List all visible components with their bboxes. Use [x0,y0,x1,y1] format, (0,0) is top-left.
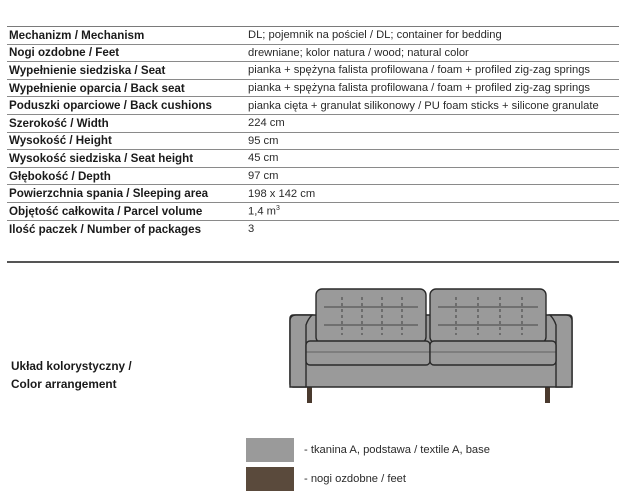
color-arrangement-label [11,357,132,393]
spec-value: DL; pojemnik na pościel / DL; container for bedding [248,29,502,42]
table-row [7,115,619,133]
spec-value: 3 [248,223,255,236]
legend-text: - nogi ozdobne / feet [304,473,407,485]
spec-table [7,26,619,238]
spec-value: 198 x 142 cm [248,187,316,200]
spec-label: Wysokość / Height [9,134,112,148]
spec-value: pianka + spężyna falista profilowana / foam + profiled zig-zag springs [248,82,591,95]
spec-value: drewniane; kolor natura / wood; natural color [248,46,469,59]
table-row [7,62,619,80]
spec-label: Poduszki oparciowe / Back cushions [9,99,212,113]
table-bottom-rule [7,261,619,263]
spec-value: 224 cm [248,117,285,130]
swatch-feet [246,467,294,491]
spec-label: Ilość paczek / Number of packages [9,222,202,236]
spec-label: Nogi ozdobne / Feet [9,46,120,60]
swatch-fabric [246,438,294,462]
legend-text: - tkanina A, podstawa / textile A, base [304,444,490,456]
spec-label: Mechanizm / Mechanism [9,28,145,42]
superscript-3: 3 [275,204,280,212]
spec-value-text: 1,4 m [248,205,276,218]
spec-label: Objętość całkowita / Parcel volume [9,204,203,218]
table-row [7,80,619,98]
spec-value: 45 cm [248,152,279,165]
legend-item-feet [246,467,406,491]
legend-item-fabric [246,438,490,462]
spec-label: Głębokość / Depth [9,169,111,183]
table-row [7,185,619,203]
spec-label: Wysokość siedziska / Seat height [9,151,194,165]
color-arrangement-line1: Układ kolorystyczny / [11,359,132,373]
spec-value: pianka + spężyna falista profilowana / foam + profiled zig-zag springs [248,64,591,77]
spec-label: Wypełnienie oparcia / Back seat [9,81,185,95]
back-cushion-left [316,289,426,343]
spec-label: Szerokość / Width [9,116,109,130]
seat-cushion-right [430,341,556,365]
spec-value: 95 cm [248,134,279,147]
table-row [7,168,619,186]
spec-label: Wypełnienie siedziska / Seat [9,63,166,77]
table-row [7,45,619,63]
spec-value [242,205,619,218]
table-row [7,150,619,168]
table-row [7,133,619,151]
spec-label: Powierzchnia spania / Sleeping area [9,187,209,201]
table-row [7,27,619,45]
spec-value: 97 cm [248,170,279,183]
back-cushion-right [430,289,546,343]
sofa-illustration [286,285,578,407]
table-row [7,203,619,221]
seat-cushion-left [306,341,430,365]
table-row [7,221,619,239]
table-row [7,97,619,115]
color-arrangement-line2: Color arrangement [11,377,117,391]
spec-value: pianka cięta + granulat silikonowy / PU foam sticks + silicone granulate [248,99,599,112]
